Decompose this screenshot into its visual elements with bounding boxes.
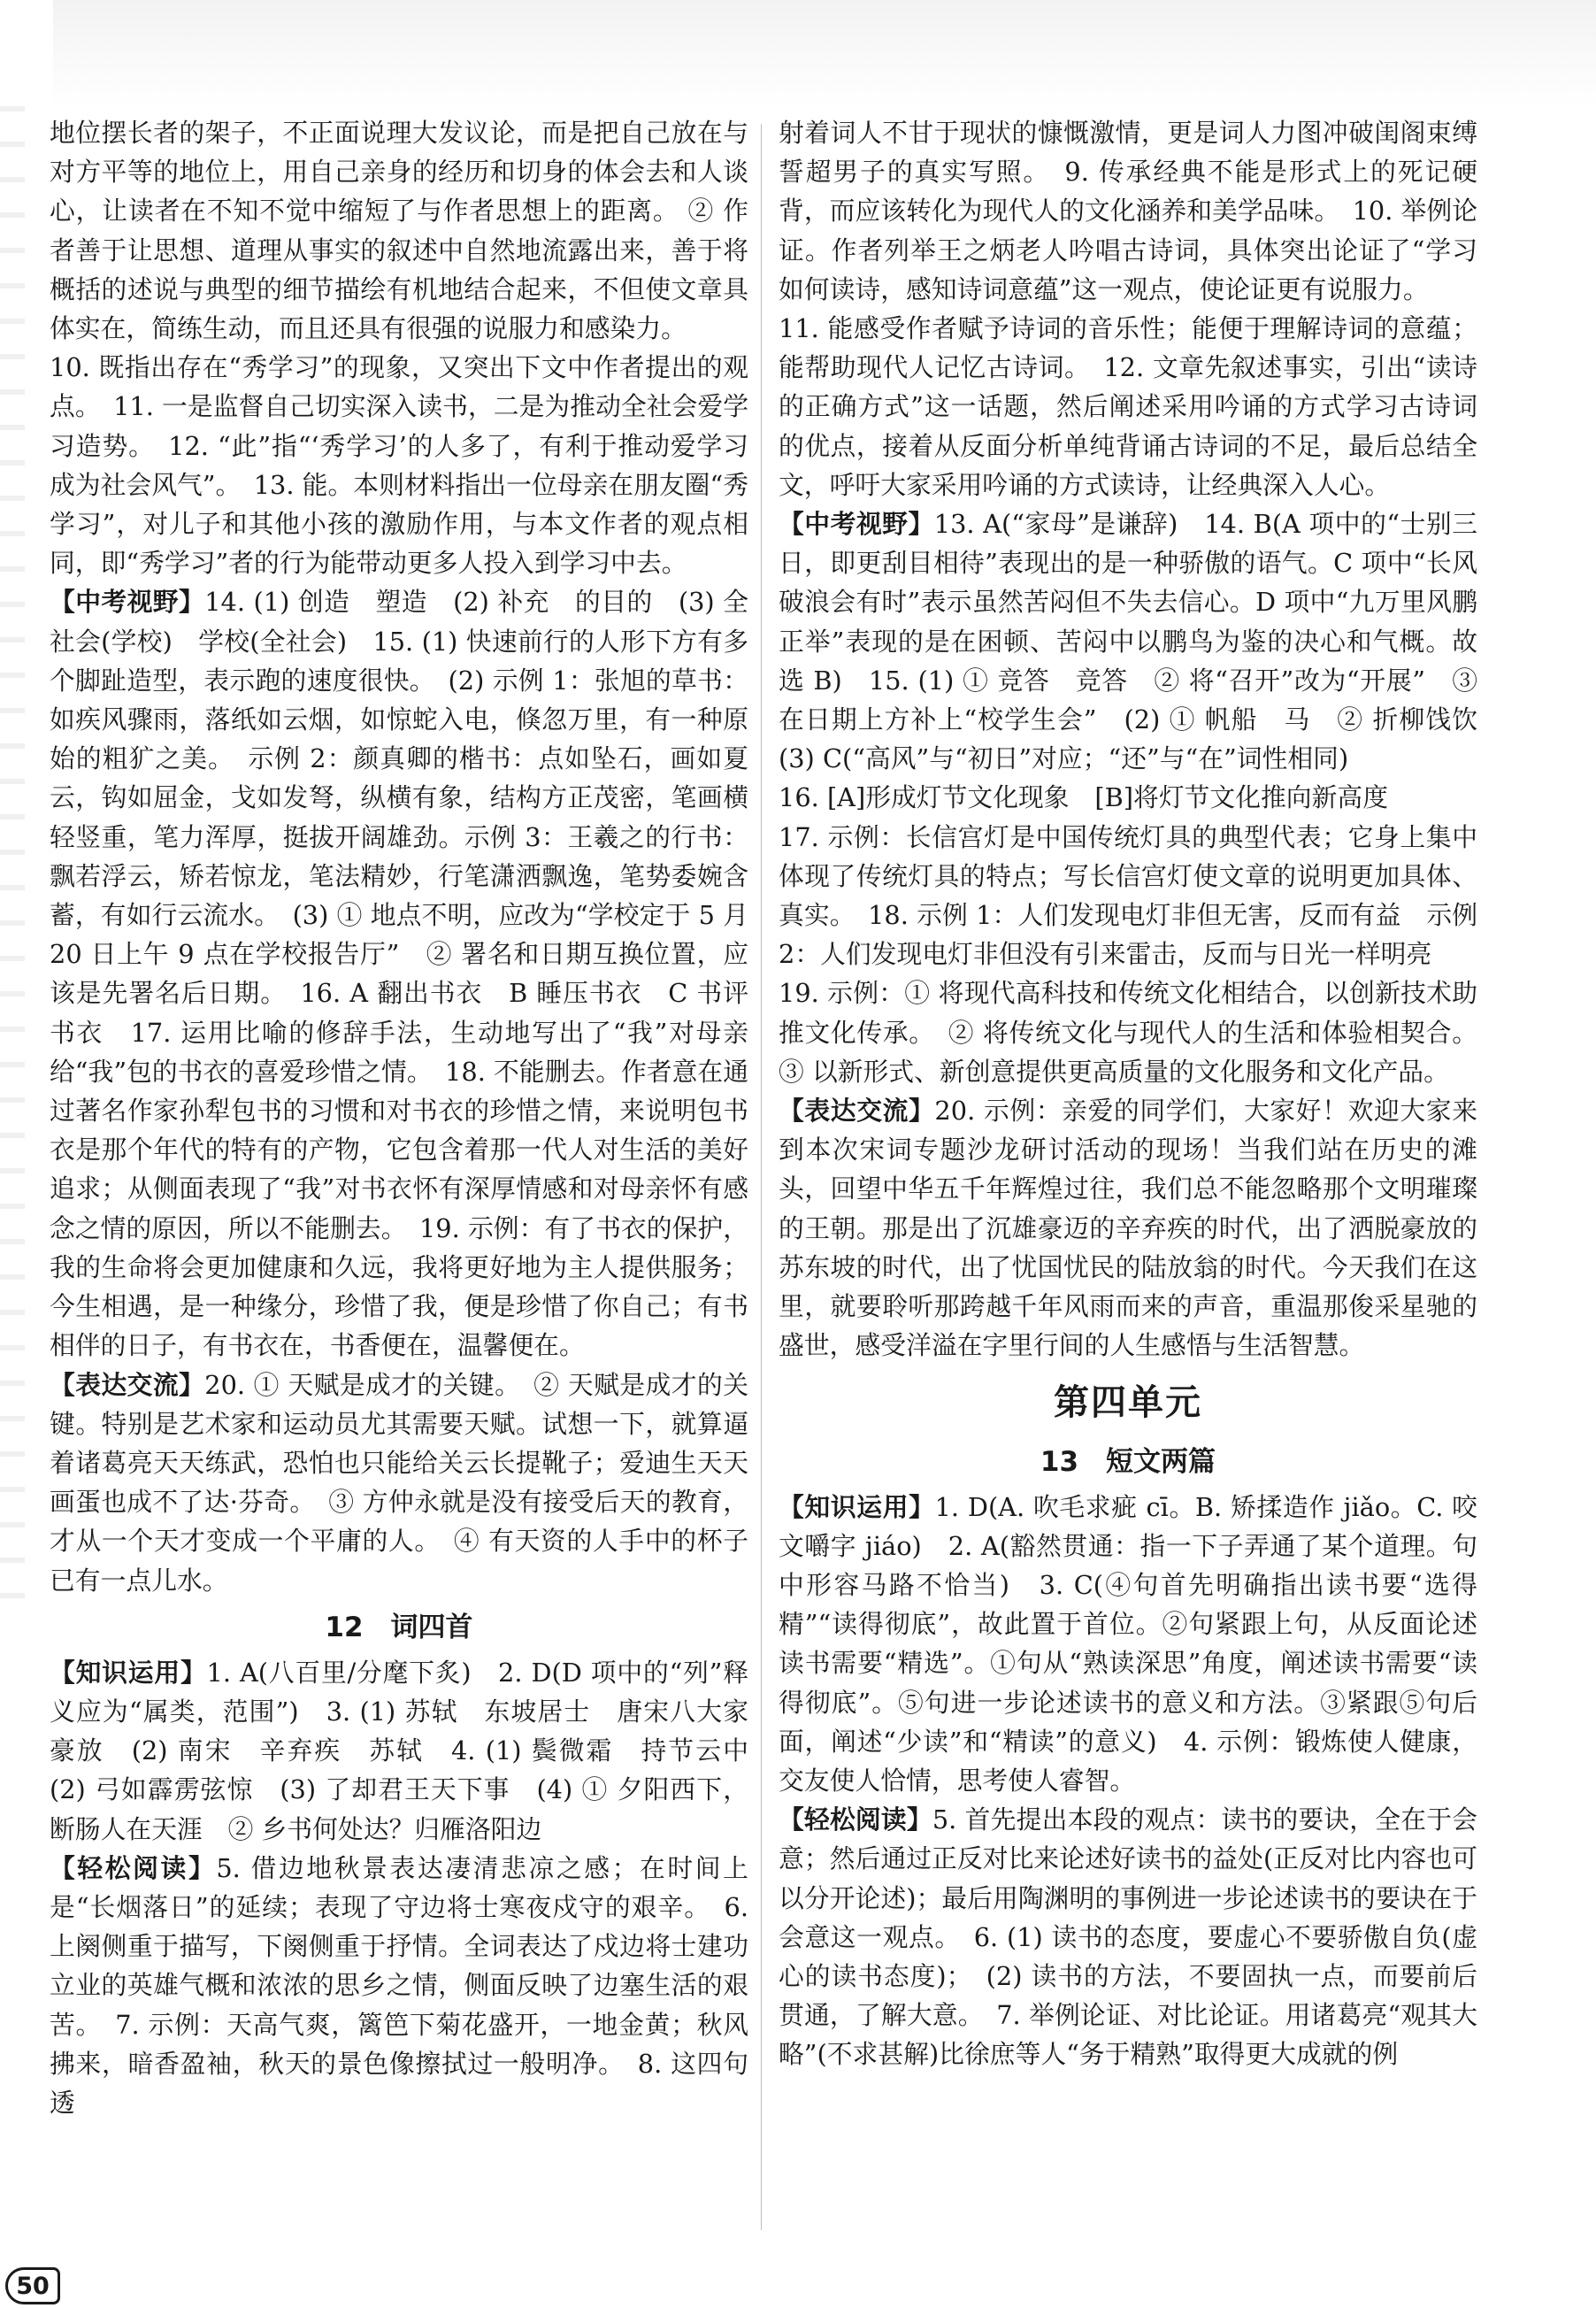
answer-text: 20. 示例：亲爱的同学们，大家好！欢迎大家来到本次宋词专题沙龙研讨活动的现场！当我们站在历史的滩头，回望中华五千年辉煌过往，我们总不能忽略那个文明璀璨的王朝。那是出了沉雄豪迈的辛弃疾的时代，出了洒脱豪放的苏东坡的时代，出了忧国忧民的陆放翁的时代。今天我们在这里，就要聆听那跨越千年风雨而来的声音，重温那俊采星驰的盛世，感受洋溢在字里行间的人生感悟与生活智慧。 [779,1096,1477,1361]
answer-text: 10. 既指出存在“秀学习”的现象，又突出下文中作者提出的观点。 11. 一是监督自己切实深入读书，二是为推动全社会爱学习造势。 12. “此”指“‘秀学习’的人多了，有利于推动爱学习成为社会风气”。 13. 能。本则材料指出一位母亲在朋友圈“秀学习”，对儿子和其他小孩的激励作用，与本文作者的观点相同，即“秀学习”者的行为能带动更多人投入到学习中去。 [50,352,748,579]
answer-paragraph [779,1488,1477,1801]
answer-text: 13. A(“家母”是谦辞) 14. B(A 项中的“士别三日，即更刮目相待”表现出的是一种骄傲的语气。C 项中“长风破浪会有时”表示虽然苦闷但不失去信心。D 项中“九万里风鹏正举”表现的是在困顿、苦闷中以鹏鸟为鉴的决心和气概。故选 B) 15. (1) ① 竞答 竞答 ② 将“召开”改为“开展” ③ 在日期上方补上“校学生会” (2) ① 帆船 马 ② 折柳饯饮 (3) C(“高风”与“初日”对应；“还”与“在”词性相同) [779,509,1503,774]
answer-paragraph [779,1800,1477,2073]
answer-paragraph [779,818,1477,974]
lesson-13-paragraphs [779,1488,1477,2074]
answer-paragraph [779,1091,1477,1365]
answer-paragraph [50,1849,748,2122]
answer-text: 19. 示例：① 将现代高科技和传统文化相结合，以创新技术助推文化传承。 ② 将传统文化与现代人的生活和体验相契合。③ 以新形式、新创意提供更高质量的文化服务和文化产品。 [779,978,1477,1087]
answer-text: 1. A(八百里/分麾下炙) 2. D(D 项中的“列”释义应为“属类，范围”) 3. (1) 苏轼 东坡居士 唐宋八大家 豪放 (2) 南宋 辛弃疾 苏轼 4. (1) 鬓微霜 持节云中 (2) 弓如霹雳弦惊 (3) 了却君王天下事 (4) ① 夕阳西下，断肠人在天涯 ② 乡书何处达？归雁洛阳边 [50,1657,774,1844]
left-column [50,113,774,2246]
answer-text: 20. ① 天赋是成才的关键。 ② 天赋是成才的关键。特别是艺术家和运动员尤其需要天赋。试想一下，就算逼着诸葛亮天天练武，恐怕也只能给关云长提靴子；爱迪生天天画蛋也成不了达·芬奇。 ③ 方仲永就是没有接受后天的教育，才从一个天才变成一个平庸的人。 ④ 有天资的人手中的杯子已有一点儿水。 [50,1369,748,1596]
section-label: 【轻松阅读】 [779,1804,932,1835]
answer-paragraph [50,1366,748,1600]
answer-text: 14. (1) 创造 塑造 (2) 补充 的目的 (3) 全社会(学校) 学校(全社会) 15. (1) 快速前行的人形下方有多个脚趾造型，表示跑的速度很快。 (2) 示例 1：张旭的草书：如疾风骤雨，落纸如云烟，如惊蛇入电，倏忽万里，有一种原始的粗犷之美。 示例 2：颜真卿的楷书：点如坠石，画如夏云，钩如屈金，戈如发弩，纵横有象，结构方正茂密，笔画横轻竖重，笔力浑厚，挺拔开阔雄劲。示例 3：王羲之的行书：飘若浮云，矫若惊龙，笔法精妙，行笔潇洒飘逸，笔势委婉含蓄，有如行云流水。 (3) ① 地点不明，应改为“学校定于 5 月 20 日上午 9 点在学校报告厅” ② 署名和日期互换位置，应该是先署名后日期。 16. A 翻出书衣 B 睡压书衣 C 书评书衣 17. 运用比喻的修辞手法，生动地写出了“我”对母亲给“我”包的书衣的喜爱珍惜之情。 18. 不能删去。作者意在通过著名作家孙犁包书的习惯和对书衣的珍惜之情，来说明包书衣是那个年代的特有的产物，它包含着那一代人对生活的美好追求；从侧面表现了“我”对书衣怀有深厚情感和对母亲怀有感念之情的原因，所以不能删去。 19. 示例：有了书衣的保护，我的生命将会更加健康和久远，我将更好地为主人提供服务；今生相遇，是一种缘分，珍惜了我，便是珍惜了你自己；有书相伴的日子，有书衣在，书香便在，温馨便在。 [50,587,748,1361]
answer-paragraph [779,113,1477,309]
section-label: 【表达交流】 [779,1096,935,1127]
right-column [779,113,1503,2246]
answer-paragraph [779,973,1477,1091]
answer-text: 射着词人不甘于现状的慷慨激情，更是词人力图冲破闺阁束缚誓超男子的真实写照。 9. 传承经典不能是形式上的死记硬背，而应该转化为现代人的文化涵养和美学品味。 10. 举例论证。作者列举王之炳老人吟唱古诗词，具体突出论证了“学习如何读诗，感知诗词意蕴”这一观点，使论证更有说服力。 [779,118,1477,304]
answer-paragraph [50,1653,774,1849]
answer-paragraph [50,348,748,582]
answer-text: 1. D(A. 吹毛求疵 cī。B. 矫揉造作 jiǎo。C. 咬文嚼字 jiáo) 2. A(豁然贯通：指一下子弄通了某个道理。句中形容马路不恰当) 3. C(④句首先明确指出读书要“选得精”“读得彻底”，故此置于首位。②句紧跟上句，从反面论述读书需要“精选”。①句从“熟读深思”角度，阐述读书需要“读得彻底”。⑤句进一步论述读书的意义和方法。③紧跟⑤句后面，阐述“少读”和“精读”的意义) 4. 示例：锻炼使人健康，交友使人恰情，思考使人睿智。 [779,1491,1477,1796]
section-label: 【中考视野】 [50,587,205,618]
answer-paragraph [50,113,748,348]
answer-paragraph [779,504,1503,778]
unit-4-title: 第四单元 [1054,1381,1202,1423]
answer-paragraph [779,778,1477,817]
answer-text: 地位摆长者的架子，不正面说理大发议论，而是把自己放在与对方平等的地位上，用自己亲身的经历和切身的体会去和人谈心，让读者在不知不觉中缩短了与作者思想上的距离。 ② 作者善于让思想、道理从事实的叙述中自然地流露出来，善于将概括的述说与典型的细节描绘有机地结合起来，不但使文章具体实在，简练生动，而且还具有很强的说服力和感染力。 [50,118,748,344]
page-number: 50 [16,2272,50,2300]
answer-text: 5. 首先提出本段的观点：读书的要诀，全在于会意；然后通过正反对比来论述好读书的益处(正反对比内容也可以分开论述)；最后用陶渊明的事例进一步论述读书的要诀在于会意这一观点。 6. (1) 读书的态度，要虚心不要骄傲自负(虚心的读书态度)； (2) 读书的方法，不要固执一点，而要前后贯通，了解大意。 7. 举例论证、对比论证。用诸葛亮“观其大略”(不求甚解)比徐庶等人“务于精熟”取得更大成就的例 [779,1804,1477,2070]
answer-text: 16. [A]形成灯节文化现象 [B]将灯节文化推向新高度 [779,782,1388,813]
left-column-paragraphs [50,113,748,1600]
answer-text: 5. 借边地秋景表达凄清悲凉之感；在时间上是“长烟落日”的延续；表现了守边将士寒夜戍守的艰辛。 6. 上阕侧重于描写，下阕侧重于抒情。全词表达了戍边将士建功立业的英雄气概和浓浓的思乡之情，侧面反映了边塞生活的艰苦。 7. 示例：天高气爽，篱笆下菊花盛开，一地金黄；秋风拂来，暗香盈袖，秋天的景色像擦拭过一般明净。 8. 这四句透 [50,1852,748,2118]
page-header-band [53,0,1596,106]
section-label: 【表达交流】 [50,1369,205,1400]
section-label: 【知识运用】 [779,1491,935,1522]
answer-text: 17. 示例：长信宫灯是中国传统灯具的典型代表；它身上集中体现了传统灯具的特点；写长信宫灯使文章的说明更加具体、真实。 18. 示例 1：人们发现电灯非但无害，反而有益 示例 2：人们发现电灯非但没有引来雷击，反而与日光一样明亮 [779,821,1477,970]
column-divider [761,124,762,2230]
answer-paragraph [779,309,1477,504]
section-label: 【知识运用】 [50,1657,207,1688]
right-column-paragraphs [779,113,1503,1366]
page-number-badge [5,2267,60,2304]
lesson-12-title: 12 词四首 [325,1611,473,1643]
answer-paragraph [50,582,748,1365]
binding-margin [0,106,25,1611]
lesson-12-paragraphs [50,1653,774,2122]
section-label: 【轻松阅读】 [50,1852,217,1883]
answer-text: 11. 能感受作者赋予诗词的音乐性；能便于理解诗词的意蕴；能帮助现代人记忆古诗词。 12. 文章先叙述事实，引出“读诗的正确方式”这一话题，然后阐述采用吟诵的方式学习古诗词的优点，接着从反面分析单纯背诵古诗词的不足，最后总结全文，呼吁大家采用吟诵的方式读诗，让经典深入人心。 [779,313,1477,500]
lesson-13-title: 13 短文两篇 [1040,1445,1216,1478]
section-label: 【中考视野】 [779,509,934,540]
